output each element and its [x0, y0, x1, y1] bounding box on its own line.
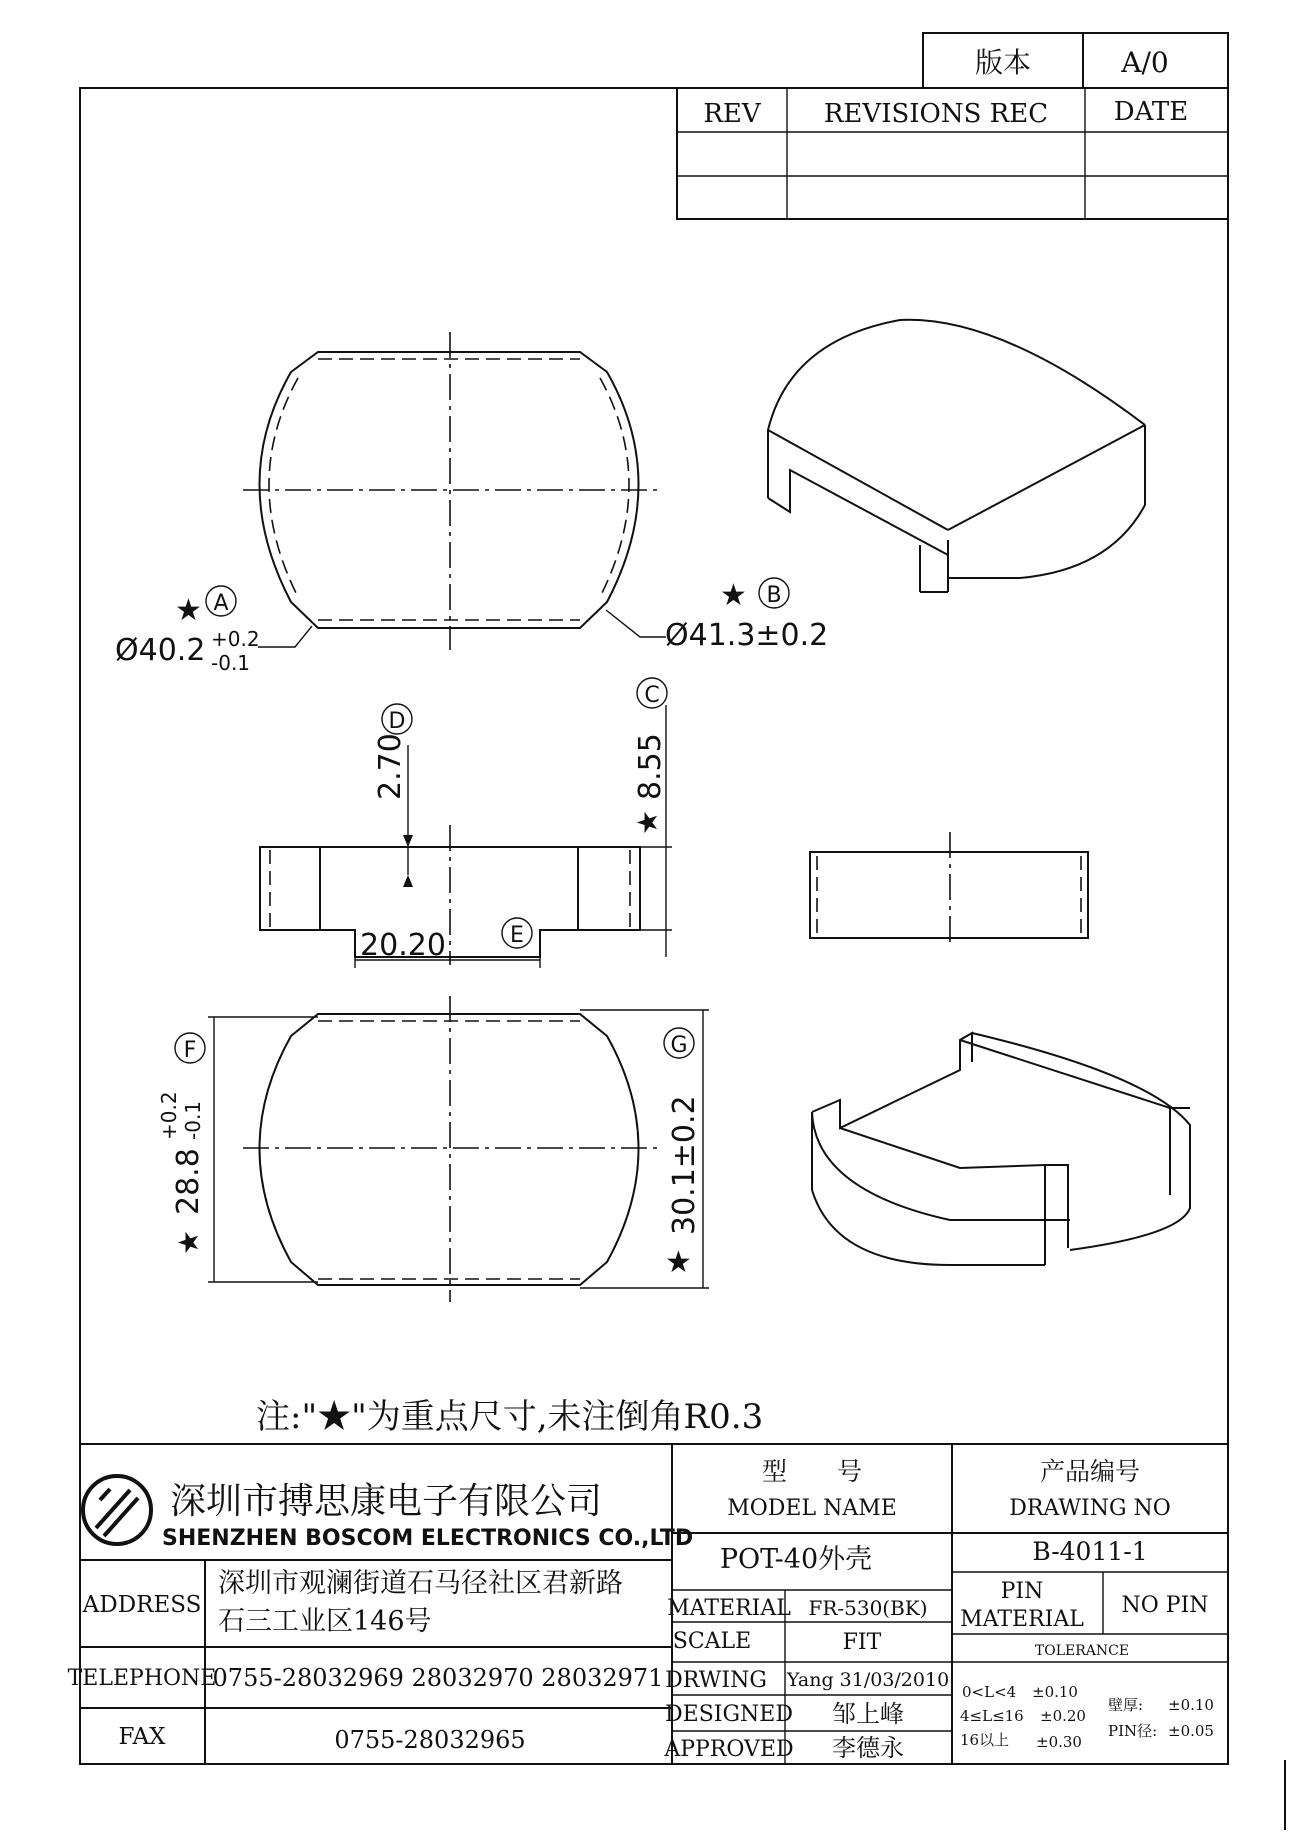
company-name-cn: 深圳市搏思康电子有限公司: [170, 1481, 603, 1522]
star-g: ★: [665, 1245, 692, 1280]
telephone-label: TELEPHONE: [67, 1666, 217, 1691]
star-a: ★: [175, 593, 202, 628]
date-header: DATE: [1113, 97, 1189, 127]
letter-f: F: [183, 1038, 197, 1063]
dim-f: 28.8: [171, 1148, 206, 1215]
fax-label: FAX: [118, 1724, 166, 1750]
version-value: A/0: [1121, 46, 1169, 79]
tol-range-1: 0<L<4: [962, 1683, 1017, 1701]
dim-a: Ø40.2: [115, 633, 206, 668]
drawing-note: 注:"★"为重点尺寸,未注倒角R0.3: [256, 1397, 764, 1437]
address-line-2: 石三工业区146号: [218, 1606, 432, 1637]
dim-c: 8.55: [633, 733, 668, 800]
tol-value-2: ±0.20: [1040, 1707, 1086, 1725]
dim-f-minus: -0.1: [181, 1100, 205, 1140]
version-label: 版本: [974, 46, 1032, 79]
star-c: ★: [631, 809, 664, 835]
tol-range-3: 16以上: [960, 1731, 1010, 1749]
dim-a-plus: +0.2: [211, 627, 260, 651]
callout-a: [115, 586, 312, 675]
tolerance-label: TOLERANCE: [1034, 1643, 1130, 1659]
model-label-cn: 型 号: [761, 1457, 863, 1486]
version-box: [923, 33, 1228, 88]
drwing-value: Yang 31/03/2010: [786, 1669, 950, 1691]
scale-value: FIT: [842, 1630, 882, 1655]
bottom-view: [157, 996, 709, 1302]
dim-e: 20.20: [360, 928, 446, 963]
letter-e: E: [510, 923, 524, 948]
letter-g: G: [670, 1033, 688, 1058]
designed-label: DESIGNED: [665, 1702, 793, 1727]
approved-label: APPROVED: [664, 1737, 794, 1762]
revision-table: [677, 88, 1228, 219]
scale-label: SCALE: [672, 1629, 752, 1654]
star-f: ★: [172, 1229, 205, 1255]
material-value: FR-530(BK): [808, 1596, 928, 1620]
telephone-value: 0755-28032969 28032970 28032971: [212, 1664, 664, 1692]
star-b: ★: [720, 578, 747, 613]
letter-d: D: [388, 709, 406, 734]
company-logo: [83, 1476, 151, 1544]
dim-d: 2.70: [373, 733, 408, 800]
top-view-upper: [243, 332, 657, 650]
wall-value: ±0.10: [1168, 1696, 1214, 1714]
front-view: [810, 832, 1088, 945]
callout-b: [606, 578, 828, 653]
dim-b: Ø41.3±0.2: [665, 618, 829, 653]
revisions-header: REVISIONS REC: [823, 99, 1049, 129]
letter-b: B: [766, 583, 782, 608]
pin-material-label-1: PIN: [1000, 1579, 1044, 1604]
pin-material-value: NO PIN: [1121, 1593, 1209, 1618]
iso-view-bottom: [812, 1033, 1190, 1265]
tol-range-2: 4≤L≤16: [960, 1707, 1024, 1725]
address-line-1: 深圳市观澜街道石马径社区君新路: [218, 1568, 623, 1599]
tol-value-3: ±0.30: [1036, 1733, 1082, 1751]
letter-c: C: [644, 683, 660, 708]
model-label-en: MODEL NAME: [727, 1496, 897, 1521]
model-value: POT-40外壳: [719, 1544, 873, 1575]
iso-view-top: [768, 320, 1145, 592]
fax-value: 0755-28032965: [334, 1726, 526, 1754]
company-name-en: SHENZHEN BOSCOM ELECTRONICS CO.,LTD: [162, 1526, 694, 1551]
designed-value: 邹上峰: [832, 1700, 904, 1728]
drwing-label: DRWING: [665, 1668, 767, 1693]
wall-label: 壁厚:: [1108, 1696, 1144, 1714]
pin-dia-label: PIN径:: [1108, 1722, 1158, 1740]
dim-f-plus: +0.2: [157, 1091, 181, 1140]
approved-value: 李德永: [832, 1734, 904, 1762]
letter-a: A: [213, 591, 229, 616]
dim-a-minus: -0.1: [211, 651, 251, 675]
side-view: [260, 678, 672, 968]
drawing-label-cn: 产品编号: [1039, 1457, 1141, 1486]
dim-g: 30.1±0.2: [667, 1095, 702, 1235]
pin-dia-value: ±0.05: [1168, 1722, 1214, 1740]
drawing-label-en: DRAWING NO: [1009, 1496, 1171, 1521]
address-label: ADDRESS: [82, 1592, 202, 1618]
tol-value-1: ±0.10: [1032, 1683, 1078, 1701]
material-label: MATERIAL: [667, 1596, 791, 1621]
drawing-value: B-4011-1: [1032, 1537, 1148, 1566]
rev-header: REV: [703, 99, 761, 129]
pin-material-label-2: MATERIAL: [960, 1607, 1084, 1632]
